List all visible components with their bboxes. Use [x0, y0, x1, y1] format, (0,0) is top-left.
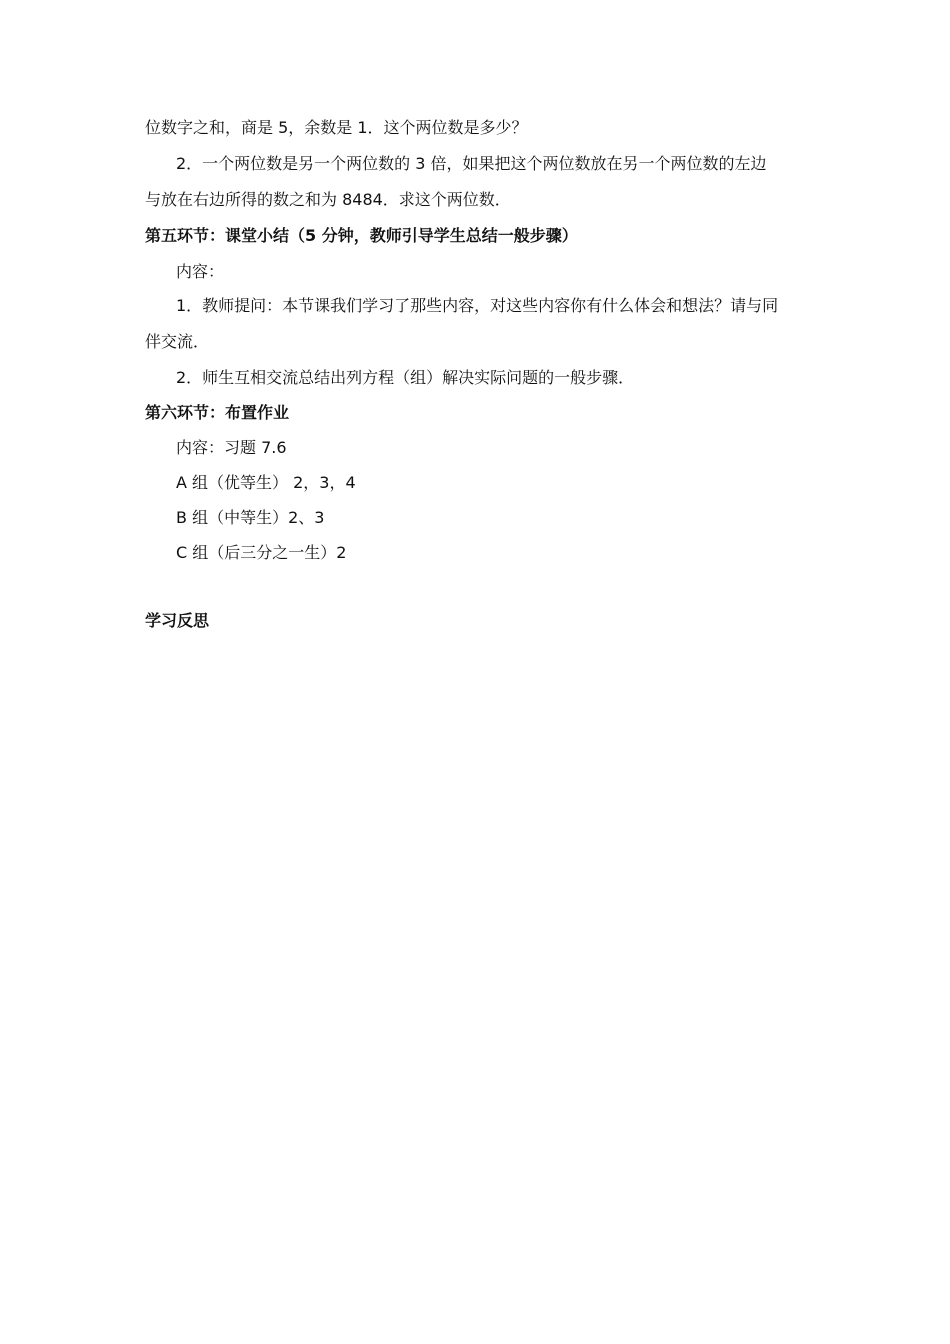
- section-5-item-1-line-1: 1．教师提问：本节课我们学习了那些内容，对这些内容你有什么体会和想法？请与同: [176, 296, 779, 315]
- problem-2-line-2: 与放在右边所得的数之和为 8484．求这个两位数．: [145, 190, 511, 209]
- section-5-heading: 第五环节：课堂小结（5 分钟，教师引导学生总结一般步骤）: [145, 226, 578, 245]
- homework-group-c: C 组（后三分之一生）2: [176, 543, 347, 562]
- section-6-content: 内容：习题 7.6: [176, 438, 287, 457]
- problem-continuation-line: 位数字之和，商是 5，余数是 1．这个两位数是多少？: [145, 118, 528, 137]
- homework-group-a: A 组（优等生） 2，3，4: [176, 473, 356, 492]
- homework-group-b: B 组（中等生）2、3: [176, 508, 325, 527]
- section-6-heading: 第六环节：布置作业: [145, 403, 290, 422]
- reflection-heading: 学习反思: [145, 611, 210, 630]
- section-5-item-1-line-2: 伴交流．: [145, 332, 210, 351]
- problem-2-line-1: 2．一个两位数是另一个两位数的 3 倍，如果把这个两位数放在另一个两位数的左边: [176, 154, 767, 173]
- section-5-item-2: 2．师生互相交流总结出列方程（组）解决实际问题的一般步骤．: [176, 368, 635, 387]
- section-5-content-label: 内容：: [176, 262, 225, 281]
